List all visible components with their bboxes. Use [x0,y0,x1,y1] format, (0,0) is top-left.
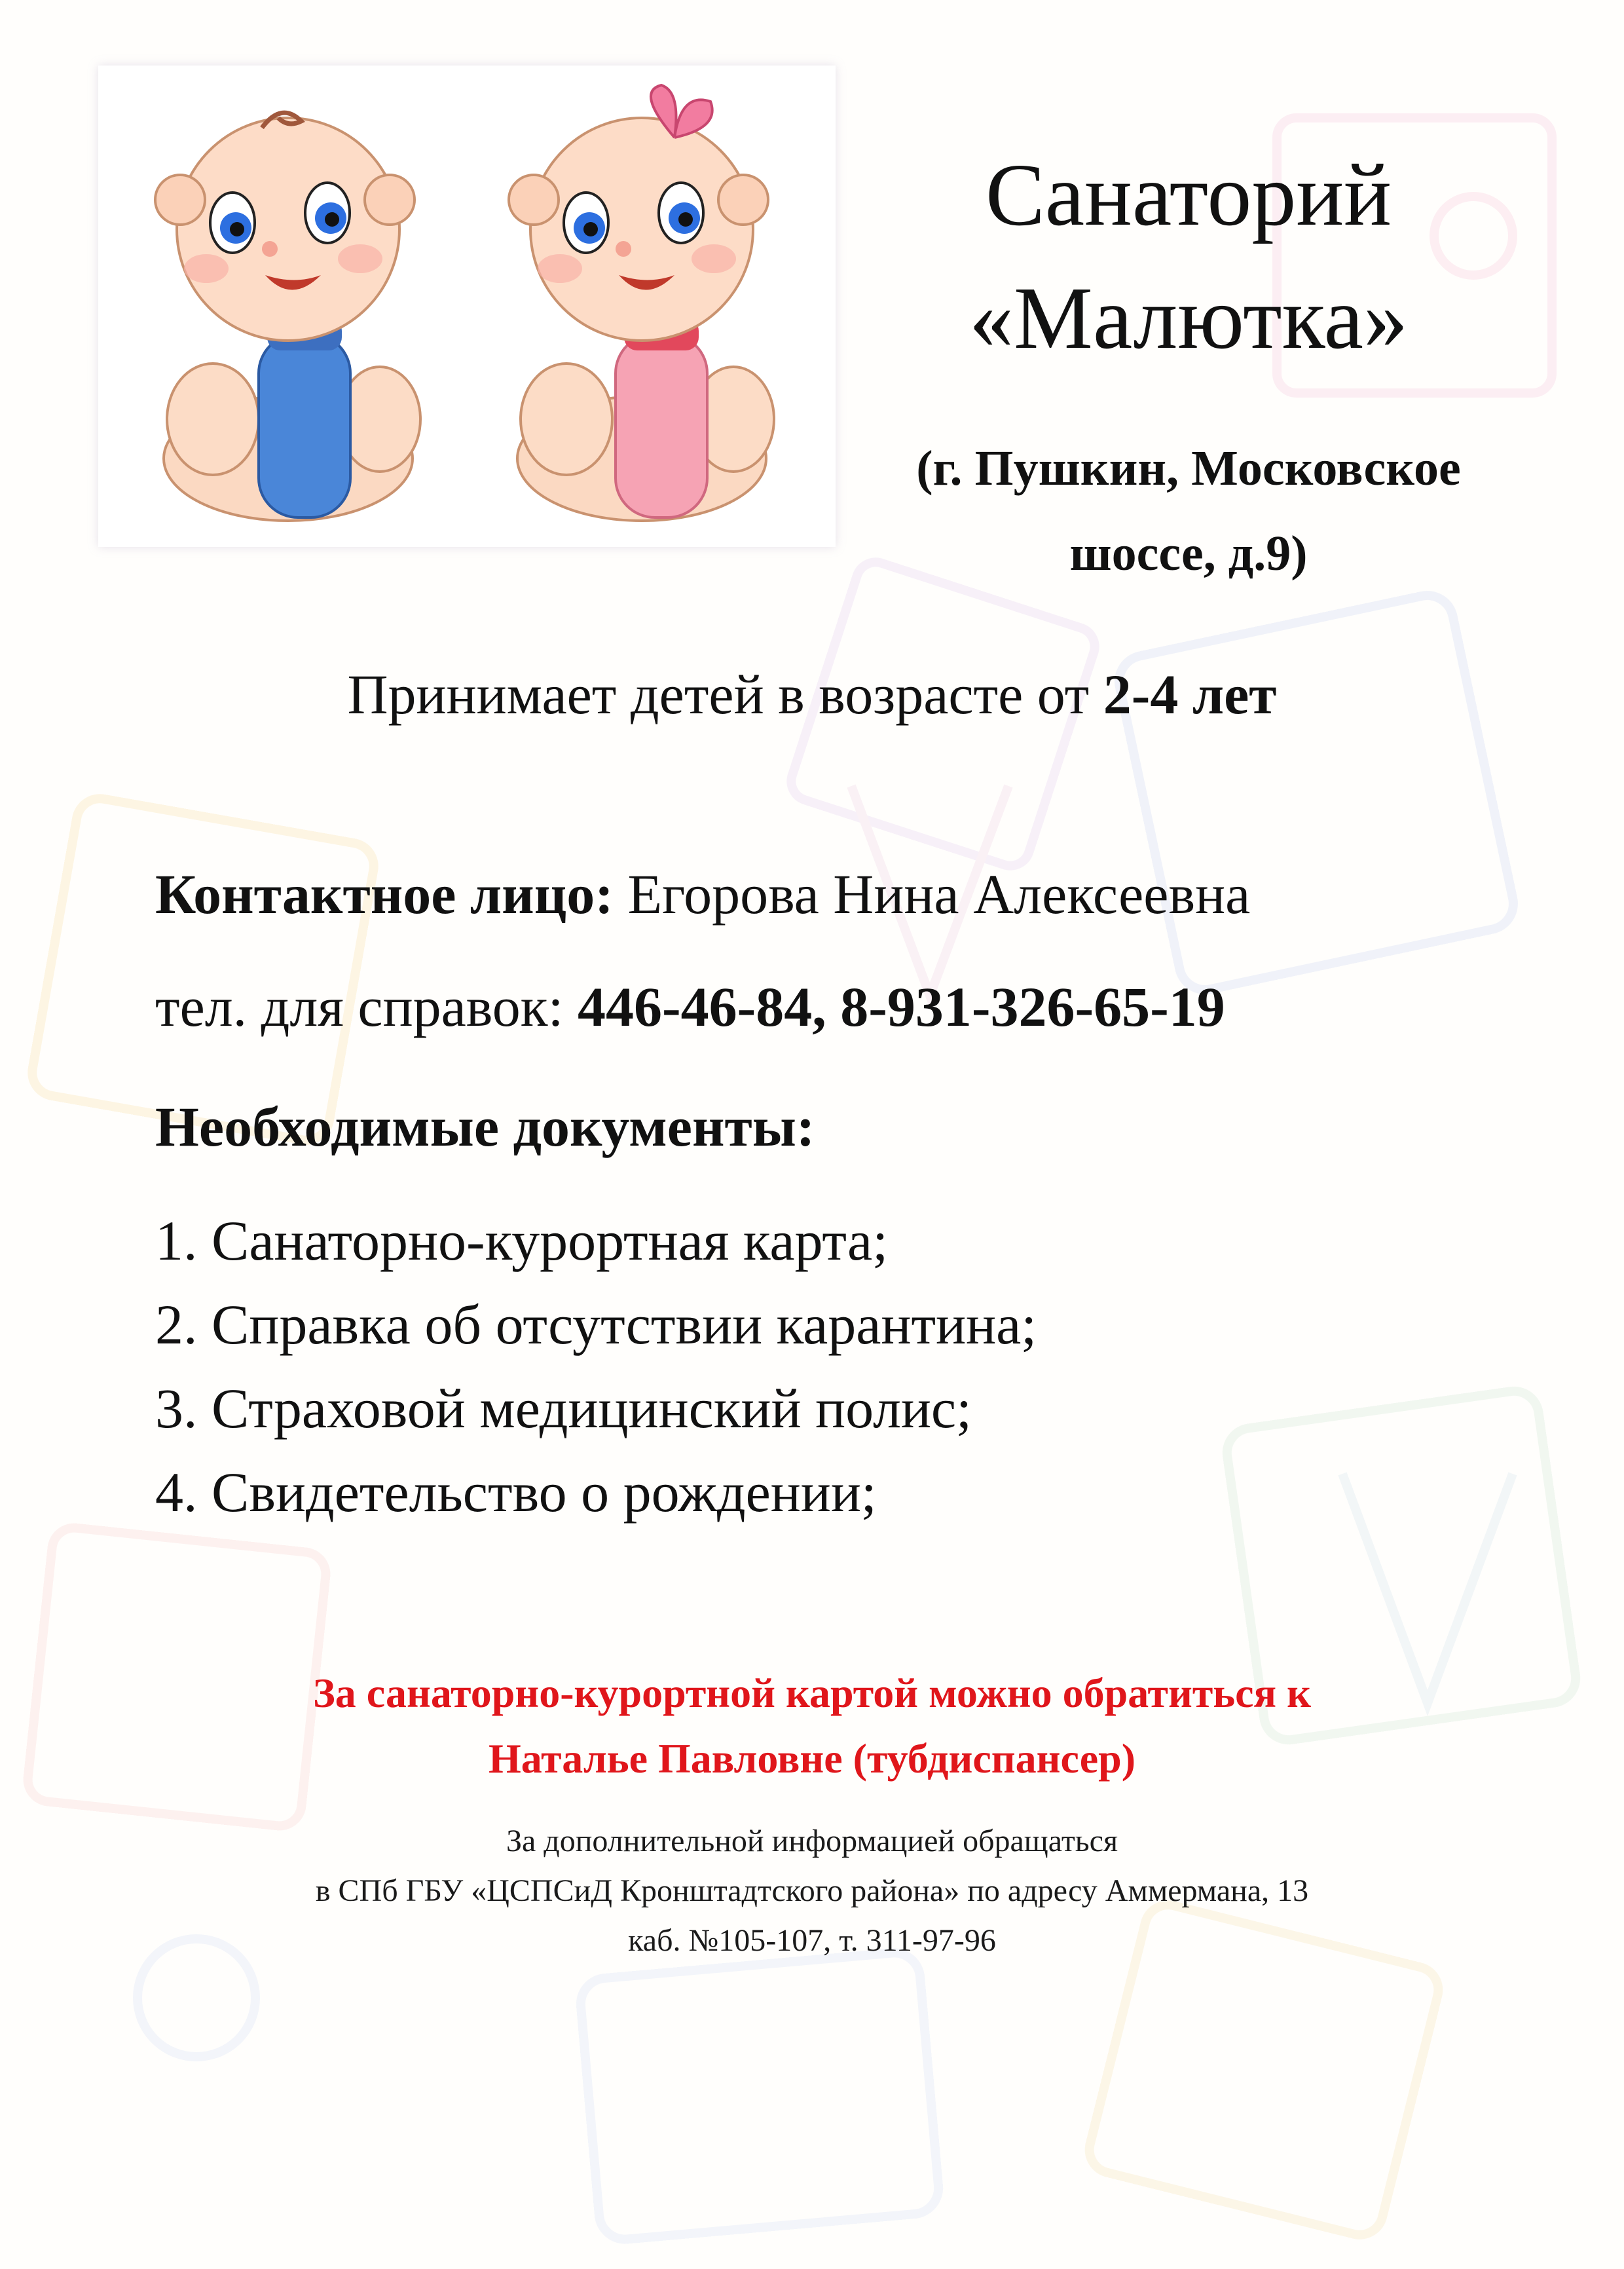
address-line-2: шоссе, д.9) [1069,526,1308,581]
list-item: 4. Свидетельство о рождении; [155,1461,877,1524]
age-prefix: Принимает детей в возрасте от [347,663,1103,726]
contact-label: Контактное лицо: [155,863,614,926]
sanatorium-card-note [0,1660,1624,1791]
note-line-1: За санаторно-курортной картой можно обратиться к [312,1670,1312,1716]
list-item: 2. Справка об отсутствии карантина; [155,1293,1037,1356]
baby-girl-icon [509,85,774,521]
address [845,426,1532,596]
phone-numbers: 446-46-84, 8-931-326-65-19 [577,975,1225,1038]
age-range-value: 2-4 лет [1103,663,1277,726]
contact-name: Егорова Нина Алексеевна [613,863,1251,926]
age-range [0,662,1624,727]
footer-info [0,1816,1624,1966]
documents-heading: Необходимые документы: [155,1095,815,1158]
phone-label: тел. для справок: [155,975,578,1038]
title-line-2: «Малютка» [969,269,1408,367]
title-line-1: Санаторий [986,146,1392,244]
footer-line-1: За дополнительной информацией обращаться [506,1824,1118,1858]
list-item: 3. Страховой медицинский полис; [155,1377,972,1440]
contact-person [155,861,1250,927]
footer-line-3: каб. №105-107, т. 311-97-96 [628,1923,996,1958]
baby-boy-icon [155,113,420,521]
note-line-2: Наталье Павловне (тубдиспансер) [488,1735,1136,1782]
address-line-1: (г. Пушкин, Московское [916,441,1461,496]
documents-list [155,1199,1037,1534]
phone-info [155,974,1225,1040]
babies-illustration [98,66,836,547]
list-item: 1. Санаторно-курортная карта; [155,1209,889,1272]
footer-line-2: в СПб ГБУ «ЦСПСиД Кронштадтского района» по адресу Аммермана, 13 [315,1873,1309,1908]
